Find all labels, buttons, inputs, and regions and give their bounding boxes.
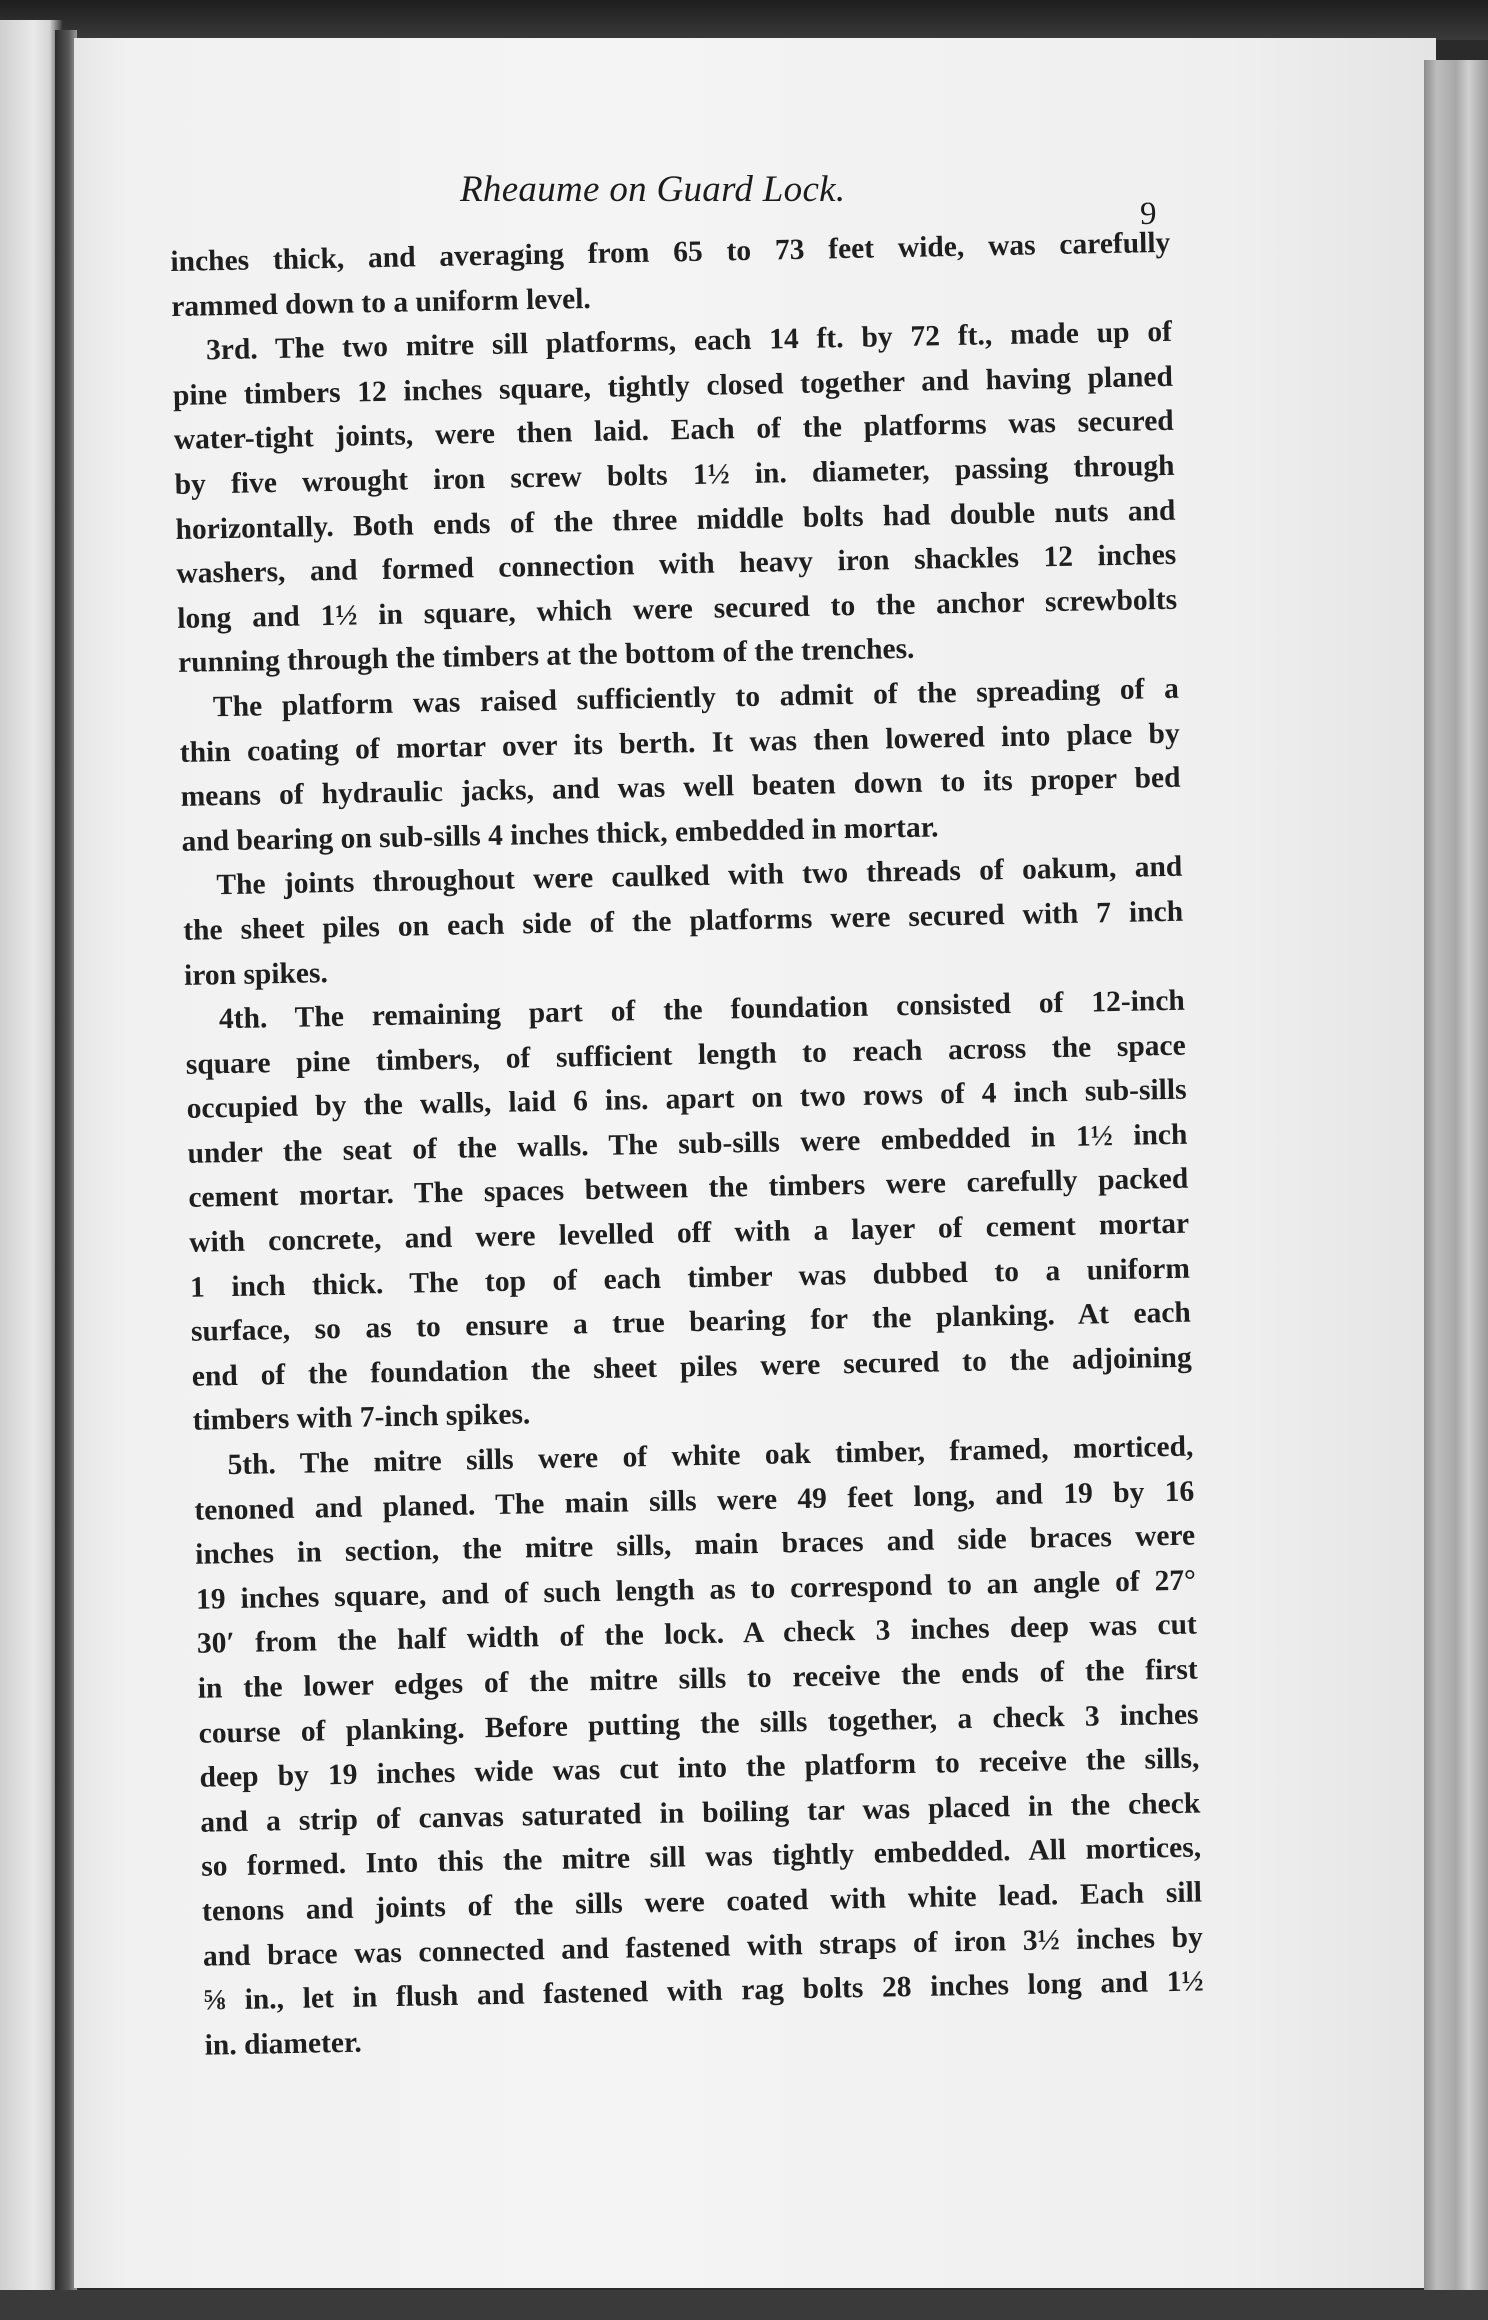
facing-page-edge bbox=[0, 20, 62, 2295]
text-line: and brace was connected and fastened with straps of iron 3½ inches by bbox=[202, 1921, 1204, 1973]
text-line: long and 1½ in square, which were secured to the anchor screwbolts bbox=[176, 583, 1178, 635]
text-line: in. diameter. bbox=[204, 2026, 363, 2062]
text-line: tenoned and planed. The main sills were 49 feet long, and 19 by 16 bbox=[194, 1475, 1195, 1527]
text-line: course of planking. Before putting the sills together, a check 3 inches bbox=[198, 1698, 1199, 1750]
scanner-frame-bottom bbox=[0, 2290, 1488, 2320]
text-line: in the lower edges of the mitre sills to receive the ends of the first bbox=[197, 1653, 1198, 1705]
text-line: iron spikes. bbox=[183, 956, 329, 992]
body-text bbox=[170, 221, 1205, 2068]
text-line: under the seat of the walls. The sub-sills were embedded in 1½ inch bbox=[187, 1118, 1188, 1170]
page-stack-edge bbox=[1424, 60, 1488, 2300]
text-line: cement mortar. The spaces between the timbers were carefully packed bbox=[188, 1163, 1189, 1215]
paragraph-first-line: The joints throughout were caulked with two threads of oakum, and bbox=[216, 850, 1183, 902]
paragraph-first-line: The platform was raised sufficiently to admit of the spreading of a bbox=[212, 672, 1180, 724]
text-line: the sheet piles on each side of the platforms were secured with 7 inch bbox=[182, 895, 1184, 947]
text-line: occupied by the walls, laid 6 ins. apart on two rows of 4 inch sub-sills bbox=[186, 1073, 1187, 1126]
text-line: surface, so as to ensure a true bearing for the planking. At each bbox=[190, 1296, 1192, 1349]
scanner-frame-top bbox=[0, 0, 1488, 40]
text-line: washers, and formed connection with heavy iron shackles 12 inches bbox=[176, 538, 1177, 591]
text-line: square pine timbers, of sufficient length to reach across the space bbox=[185, 1029, 1186, 1081]
text-line: horizontally. Both ends of the three middle bolts had double nuts and bbox=[175, 494, 1176, 546]
running-header-title: Rheaume on Guard Lock. bbox=[460, 169, 846, 210]
text-line: timbers with 7-inch spikes. bbox=[192, 1398, 531, 1438]
text-line: rammed down to a uniform level. bbox=[170, 282, 592, 323]
paragraph-first-line: 3rd. The two mitre sill platforms, each 14 ft. by 72 ft., made up of bbox=[205, 315, 1173, 367]
paragraph-first-line: 4th. The remaining part of the foundation consisted of 12-inch bbox=[218, 984, 1186, 1036]
text-line: with concrete, and were levelled off with a layer of cement mortar bbox=[188, 1207, 1190, 1259]
text-line: water-tight joints, were then laid. Each of the platforms was secured bbox=[173, 405, 1174, 457]
text-line: pine timbers 12 inches square, tightly closed together and having planed bbox=[172, 360, 1174, 412]
text-line: and a strip of canvas saturated in boiling tar was placed in the check bbox=[200, 1787, 1201, 1839]
text-line: so formed. Into this the mitre sill was tightly embedded. All mortices, bbox=[200, 1831, 1202, 1884]
text-line: running through the timbers at the bottom of the trenches. bbox=[177, 633, 915, 680]
text-line: inches in section, the mitre sills, main braces and side braces were bbox=[194, 1519, 1196, 1571]
paragraph-first-line: 5th. The mitre sills were of white oak timber, framed, morticed, bbox=[227, 1430, 1194, 1482]
text-line: 30′ from the half width of the lock. A check 3 inches deep was cut bbox=[196, 1608, 1198, 1661]
page-number: 9 bbox=[1140, 196, 1157, 232]
text-line: tenons and joints of the sills were coated with white lead. Each sill bbox=[201, 1876, 1203, 1928]
text-line: ⅝ in., let in flush and fastened with rag bolts 28 inches long and 1½ bbox=[203, 1965, 1204, 2017]
text-line: 1 inch thick. The top of each timber was dubbed to a uniform bbox=[189, 1252, 1191, 1304]
text-line: deep by 19 inches wide was cut into the platform to receive the sills, bbox=[199, 1742, 1200, 1794]
text-line: 19 inches square, and of such length as to correspond to an angle of 27° bbox=[195, 1564, 1197, 1616]
text-line: end of the foundation the sheet piles were secured to the adjoining bbox=[191, 1341, 1192, 1393]
text-line: and bearing on sub-sills 4 inches thick, embedded in mortar. bbox=[181, 811, 939, 858]
text-line: means of hydraulic jacks, and was well beaten down to its proper bed bbox=[180, 761, 1181, 814]
text-line: thin coating of mortar over its berth. It was then lowered into place by bbox=[179, 717, 1180, 769]
text-line: inches thick, and averaging from 65 to 73 feet wide, was carefully bbox=[170, 226, 1171, 278]
text-line: by five wrought iron screw bolts 1½ in. diameter, passing through bbox=[174, 449, 1175, 501]
